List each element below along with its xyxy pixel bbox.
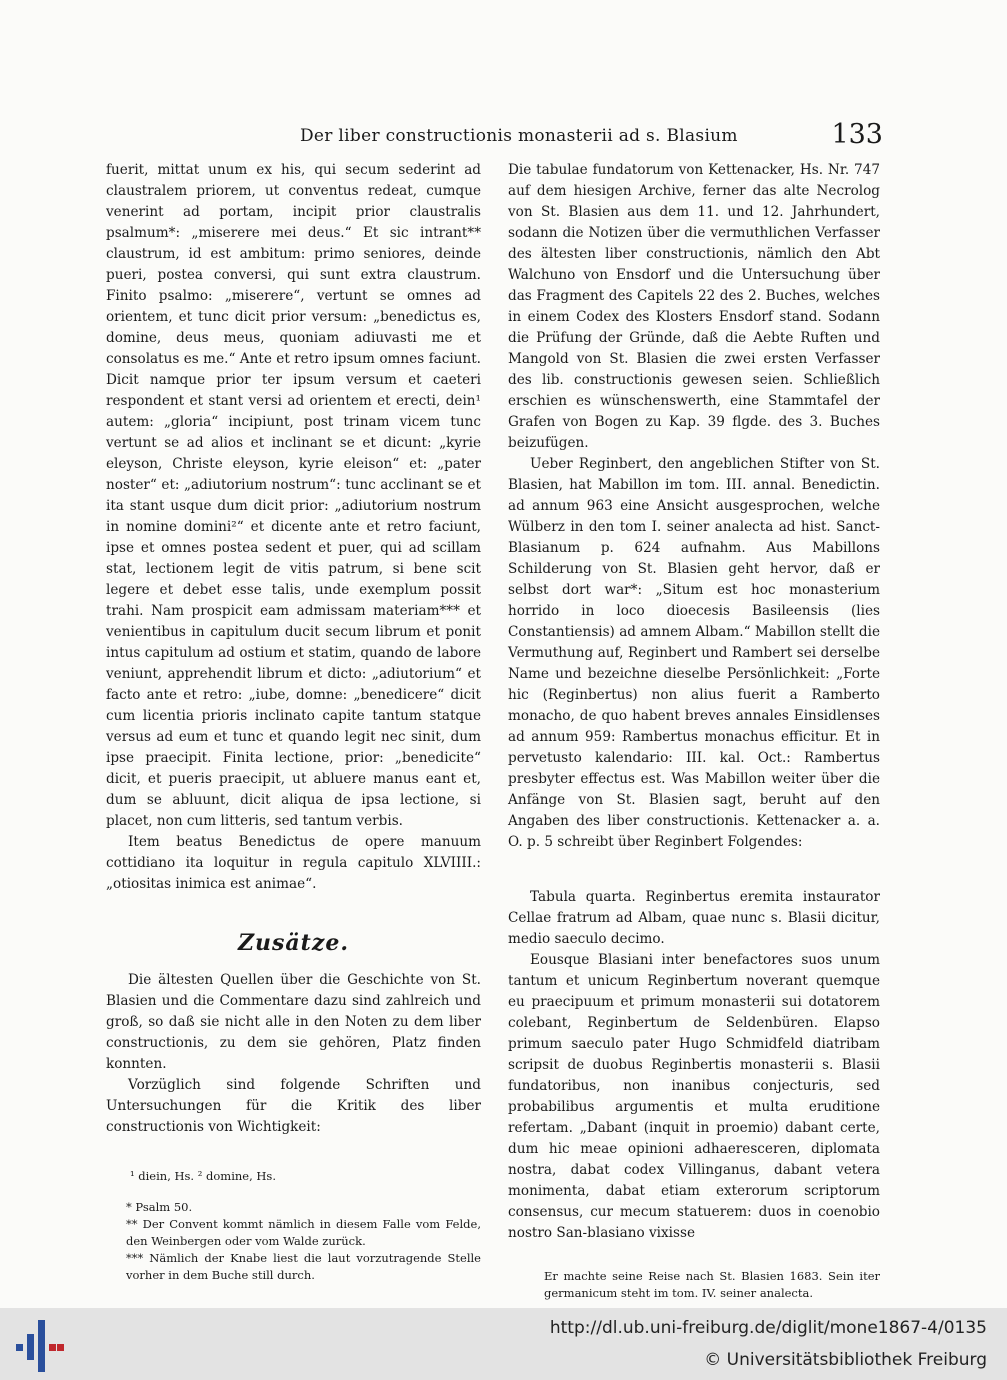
library-logo-icon — [12, 1320, 64, 1372]
page-number: 133 — [831, 119, 883, 150]
copyright-notice: © Universitätsbibliothek Freiburg — [704, 1350, 987, 1370]
section-heading: Zusätze. — [237, 930, 349, 956]
paragraph-gap — [508, 853, 880, 887]
footnote-3: *** Nämlich der Knabe liest die laut vorzutragende Stelle vorher in dem Buche still durch. — [126, 1251, 481, 1282]
footnote-2: ** Der Convent kommt nämlich in diesem Falle vom Felde, den Weinbergen oder vom Walde zurück. — [126, 1217, 481, 1248]
left-column — [106, 160, 481, 1284]
right-footnote: Er machte seine Reise nach St. Blasien 1683. Sein iter germanicum steht im tom. IV. seiner analecta. — [544, 1269, 880, 1300]
section-paragraph-2: Vorzüglich sind folgende Schriften und Untersuchungen für die Kritik des liber constructionis von Wichtigkeit: — [106, 1077, 481, 1135]
permalink-link[interactable]: http://dl.ub.uni-freiburg.de/diglit/mone1867-4/0135 — [549, 1318, 987, 1338]
textual-notes: ¹ diein, Hs. ² domine, Hs. — [130, 1169, 276, 1183]
right-paragraph-3: Tabula quarta. Reginbertus eremita instaurator Cellae fratrum ad Albam, quae nunc s. Blasii dicitur, medio saeculo decimo. — [508, 889, 880, 947]
right-paragraph-2: Ueber Reginbert, den angeblichen Stifter von St. Blasien, hat Mabillon im tom. III. annal. Benedictin. ad annum 963 eine Ansicht ausgesprochen, welche Wülberz in den tom I. seiner analecta ad hist. Sanct-Blasianum p. 624 aufnahm. Aus Mabillons Schilderung von St. Blasien geht hervor, daß er selbst dort war*: „Situm est hoc monasterium horrido in loco dioecesis Basileensis (lies Constantiensis) ad amnem Albam.“ Mabillon stellt die Vermuthung auf, Reginbert und Rambert sei derselbe Name und bezeichne dieselbe Persönlichkeit: „Forte hic (Reginbertus) non alius fuerit a Ramberto monacho, de quo habent breves annales Einsidlenses ad annum 959: Rambertus monachus efficitur. Et in pervetusto kalendario: III. kal. Oct.: Rambertus presbyter effectus est. Was Mabillon weiter über die Anfänge von St. Blasien sagt, beruht auf den Angaben des liber constructionis. Kettenacker a. a. O. p. 5 schreibt über Reginbert Folgendes: — [508, 456, 880, 850]
left-paragraph-1: fuerit, mittat unum ex his, qui secum sederint ad claustralem priorem, ut conventus redeat, cumque venerint ad portam, incipit prior claustralis psalmum*: „miserere mei deus.“ Et sic intrant** claustrum, id est ambitum: primo seniores, deinde pueri, postea conversi, qui sunt extra claustrum. Finito psalmo: „miserere“, vertunt se omnes ad orientem, et tunc dicit prior versum: „benedictus es, domine, deus meus, quoniam adiuvasti me et consolatus es me.“ Ante et retro ipsum omnes faciunt. Dicit namque prior ter ipsum versum et caeteri respondent et stant versi ad orientem et erecti, dein¹ autem: „gloria“ incipiunt, post trinam vicem tunc vertunt se ad alios et inclinant se et dicunt: „kyrie eleyson, Christe eleyson, kyrie eleison“ et: „pater noster“ et: „adiutorium nostrum“: tunc acclinant se et ita stant usque dum dicit prior: „adiutorium nostrum in nomine domini²“ et dicente ante et retro faciunt, ipse et omnes postea sedent et puer, qui ad scillam stat, lectionem legit de vitis patrum, si bene scit legere et debet esse talis, unde exemplum possit trahi. Nam prospicit eam admissam materiam*** et venientibus in capitulum ducit secum librum et ponit intus capitulum ad ostium et statim, quando de labore veniunt, apprehendit librum et dicto: „adiutorium“ et facto ante et retro: „iube, domne: „benedicere“ dicit cum licentia prioris inclinato capite tantum statque versus ad eum et tunc et quando legit nec sinit, dum ipse praecipit. Finita lectione, prior: „benedicite“ dicit, et pueris praecipit, ut abluere manus eant et, dum se abluunt, dicit aliqua de ipsa lectione, si placet, non cum litteris, sed tantum verbis. — [106, 162, 481, 829]
footnotes — [106, 1199, 481, 1284]
page-header — [300, 119, 885, 152]
viewer-footer — [0, 1308, 1007, 1380]
left-paragraph-2: Item beatus Benedictus de opere manuum cottidiano ita loquitur in regula capitulo XLVIIII.: „otiositas inimica est animae“. — [106, 834, 481, 892]
right-column — [508, 160, 880, 1302]
running-title: Der liber constructionis monasterii ad s. Blasium — [300, 126, 738, 146]
right-paragraph-1: Die tabulae fundatorum von Kettenacker, Hs. Nr. 747 auf dem hiesigen Archive, ferner das alte Necrolog von St. Blasien aus dem 11. und 12. Jahrhundert, sodann die Notizen über die vermuthlichen Verfasser des ältesten liber constructionis, nämlich den Abt Walchuno von Ensdorf und die Untersuchung über das Fragment des Capitels 22 des 2. Buches, welches in einem Codex des Klosters Ensdorf stand. Sodann die Prüfung der Gründe, daß die Aebte Ruften und Mangold von St. Blasien die zwei ersten Verfasser des lib. constructionis gewesen seien. Schließlich erschien es wünschenswerth, eine Stammtafel der Grafen von Bogen zu Kap. 39 flgde. des 3. Buches beizufügen. — [508, 162, 880, 451]
footnote-1: * Psalm 50. — [126, 1200, 193, 1214]
section-paragraph-1: Die ältesten Quellen über die Geschichte von St. Blasien und die Commentare dazu sind zahlreich und groß, so daß sie nicht alle in den Noten zu dem liber constructionis, zu dem sie gehören, Platz finden konnten. — [106, 972, 481, 1072]
right-paragraph-4: Eousque Blasiani inter benefactores suos unum tantum et unicum Reginbertum noverant quemque eu praecipuum et primum monasterii sui dotatorem colebant, Reginbertum de Seldenbüren. Elapso primum saeculo pater Hugo Schmidfeld diatribam scripsit de duobus Reginbertis monasterii s. Blasii fundatoribus, non inanibus conjecturis, sed probabilibus argumentis et multa eruditione refertam. „Dabant (inquit in proemio) dabant certe, dum hic meae opinioni adhaeresceren, diplomata nostra, dabat codex Villinganus, dabant vetera monimenta, dabat etiam exterorum scriptorum consensus, cur mecum statuerem: duos in coenobio nostro San-blasiano vixisse — [508, 952, 880, 1241]
